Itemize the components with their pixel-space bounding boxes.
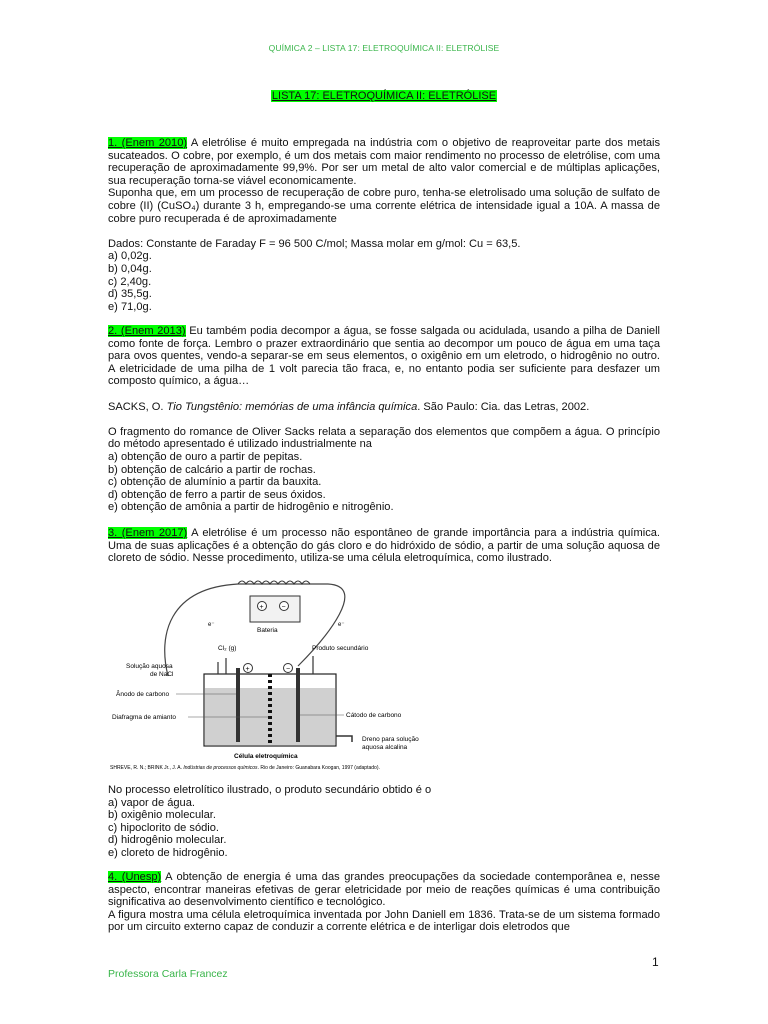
q4-tag: 4. (Unesp)	[108, 871, 162, 883]
q2-option: e) obtenção de amônia a partir de hidrogênio e nitrogênio.	[108, 501, 394, 514]
page-number: 1	[652, 955, 659, 969]
q2-reference	[108, 401, 660, 414]
solution-label: Solução aquosa	[126, 663, 173, 670]
anode-label: Ânodo de carbono	[116, 691, 170, 698]
running-header: QUÍMICA 2 – LISTA 17: ELETROQUÍMICA II: ELETRÓLISE	[268, 43, 500, 53]
q4-text: A obtenção de energia é uma das grandes preocupações da sociedade contemporânea e, nesse aspecto, encontrar maneiras efetivas de gerar eletricidade por meio de reações químicas é uma contribuição significativa ao desenvolvimento científico e tecnológico.	[108, 871, 660, 909]
cathode	[296, 668, 300, 742]
battery-icon	[250, 596, 300, 622]
question-3	[108, 527, 660, 565]
q1-tag: 1. (Enem 2010)	[108, 137, 188, 149]
drain-label-2: aquosa alcalina	[362, 744, 408, 751]
battery-plus: +	[259, 604, 264, 611]
cathode-label: Cátodo de carbono	[346, 712, 402, 719]
q2-option: b) obtenção de calcário a partir de rochas.	[108, 463, 316, 476]
q1-statement-2: Suponha que, em um processo de recuperação de cobre puro, tenha-se eletrolisado uma solução de sulfato de cobre (II) (CuSO₄) durante 3 h, empregando-se uma corrente elétrica de intensidade igual a 10A. A massa de cobre puro recuperada é de aproximadamente	[108, 187, 660, 225]
q1-option: c) 2,40g.	[108, 275, 152, 288]
cl2-label: Cl₂ (g)	[218, 645, 237, 652]
cathode-sign: −	[286, 666, 291, 673]
q3-tag: 3. (Enem 2017)	[108, 527, 188, 539]
q3-statement	[108, 527, 660, 565]
q3-text: A eletrólise é um processo não espontâneo de grande importância para a indústria química. Uma de suas aplicações é a obtenção do gás cloro e do hidróxido de sódio, a partir de uma solução aquosa de cloreto de sódio. Nesse procedimento, utiliza-se uma célula eletroquímica, como ilustrado.	[108, 527, 660, 565]
q1-option: a) 0,02g.	[108, 250, 152, 263]
figure-caption: Célula eletroquímica	[234, 753, 298, 760]
figure-source: SHREVE, R. N.; BRINK Jr., J. A. Indústrias de processos químicos. Rio de Janeiro: Guanabara Koogan, 1997 (adaptado).	[110, 765, 380, 771]
electron-label-left: e⁻	[208, 622, 215, 628]
q2-option: a) obtenção de ouro a partir de pepitas.	[108, 450, 303, 463]
q2-option: d) obtenção de ferro a partir de seus óxidos.	[108, 488, 326, 501]
anode	[236, 668, 240, 742]
question-4	[108, 871, 660, 934]
q1-option: e) 71,0g.	[108, 300, 152, 313]
q2-text: Eu também podia decompor a água, se fosse salgada ou acidulada, usando a pilha de Daniell como fonte de força. Lembro o prazer extraordinário que sentia ao decompor um pouco de água em uma taça para ovos quentes, vendo-a separar-se em seus elementos, o oxigênio em um eletrodo, o hidrogênio no outro. A eletricidade de uma pilha de 1 volt parecia tão fraca, e, no entanto podia ser suficiente para desfazer um composto químico, a água…	[108, 325, 661, 388]
q3-option: a) vapor de água.	[108, 796, 195, 809]
footer-author: Professora Carla Francez	[108, 968, 228, 980]
anode-sign: +	[245, 666, 250, 673]
question-1	[108, 137, 660, 313]
q4-statement	[108, 871, 660, 909]
q3-option: c) hipoclorito de sódio.	[108, 821, 219, 834]
question-3-continued	[108, 784, 660, 860]
q1-option: b) 0,04g.	[108, 262, 152, 275]
q2-statement-2: O fragmento do romance de Oliver Sacks relata a separação dos elementos que compõem a água. O princípio do método apresentado é utilizado industrialmente na	[108, 425, 660, 451]
q4-statement-2: A figura mostra uma célula eletroquímica inventada por John Daniell em 1836. Trata-se de um sistema formado por um circuito externo capaz de conduzir a corrente elétrica e de interligar dois eletrodos que	[108, 908, 660, 934]
battery-label: Bateria	[257, 627, 278, 634]
q3-statement-2: No processo eletrolítico ilustrado, o produto secundário obtido é o	[108, 784, 432, 796]
product-label: Produto secundário	[312, 645, 369, 652]
q3-option: e) cloreto de hidrogênio.	[108, 846, 228, 859]
q2-option: c) obtenção de alumínio a partir da bauxita.	[108, 476, 322, 489]
q2-statement	[108, 325, 660, 388]
q2-tag: 2. (Enem 2013)	[108, 325, 186, 337]
q2-ref-author: SACKS, O.	[108, 400, 167, 413]
inlet-pipe	[218, 658, 226, 674]
battery-minus: −	[281, 604, 286, 611]
q1-data: Dados: Constante de Faraday F = 96 500 C/mol; Massa molar em g/mol: Cu = 63,5.	[108, 237, 521, 250]
solution-label-2: de NaCl	[150, 671, 174, 678]
page-title	[0, 86, 768, 104]
drain-label: Dreno para solução	[362, 736, 419, 743]
q1-option: d) 35,5g.	[108, 288, 152, 301]
q3-option: b) oxigênio molecular.	[108, 809, 216, 822]
electron-label-right: e⁻	[338, 622, 345, 628]
electrochemical-cell-figure	[108, 576, 444, 772]
question-2	[108, 325, 660, 514]
drain-tap	[336, 736, 352, 742]
q1-text: A eletrólise é muito empregada na indústria com o objetivo de reaproveitar parte dos metais sucateados. O cobre, por exemplo, é um dos metais com maior rendimento no processo de eletrólise, com uma recuperação de aproximadamente 99,9%. Por ser um metal de alto valor comercial e de múltiplas aplicações, sua recuperação torna-se viável economicamente.	[108, 137, 660, 187]
q2-ref-rest: . São Paulo: Cia. das Letras, 2002.	[417, 400, 590, 413]
diaphragm-label: Diafragma de amianto	[112, 714, 176, 721]
q3-option: d) hidrogênio molecular.	[108, 834, 227, 847]
q2-ref-title: Tio Tungstênio: memórias de uma infância química	[166, 400, 418, 413]
q1-statement	[108, 137, 660, 187]
page-title-text: LISTA 17: ELETROQUÍMICA II: ELETRÓLISE	[271, 90, 497, 102]
